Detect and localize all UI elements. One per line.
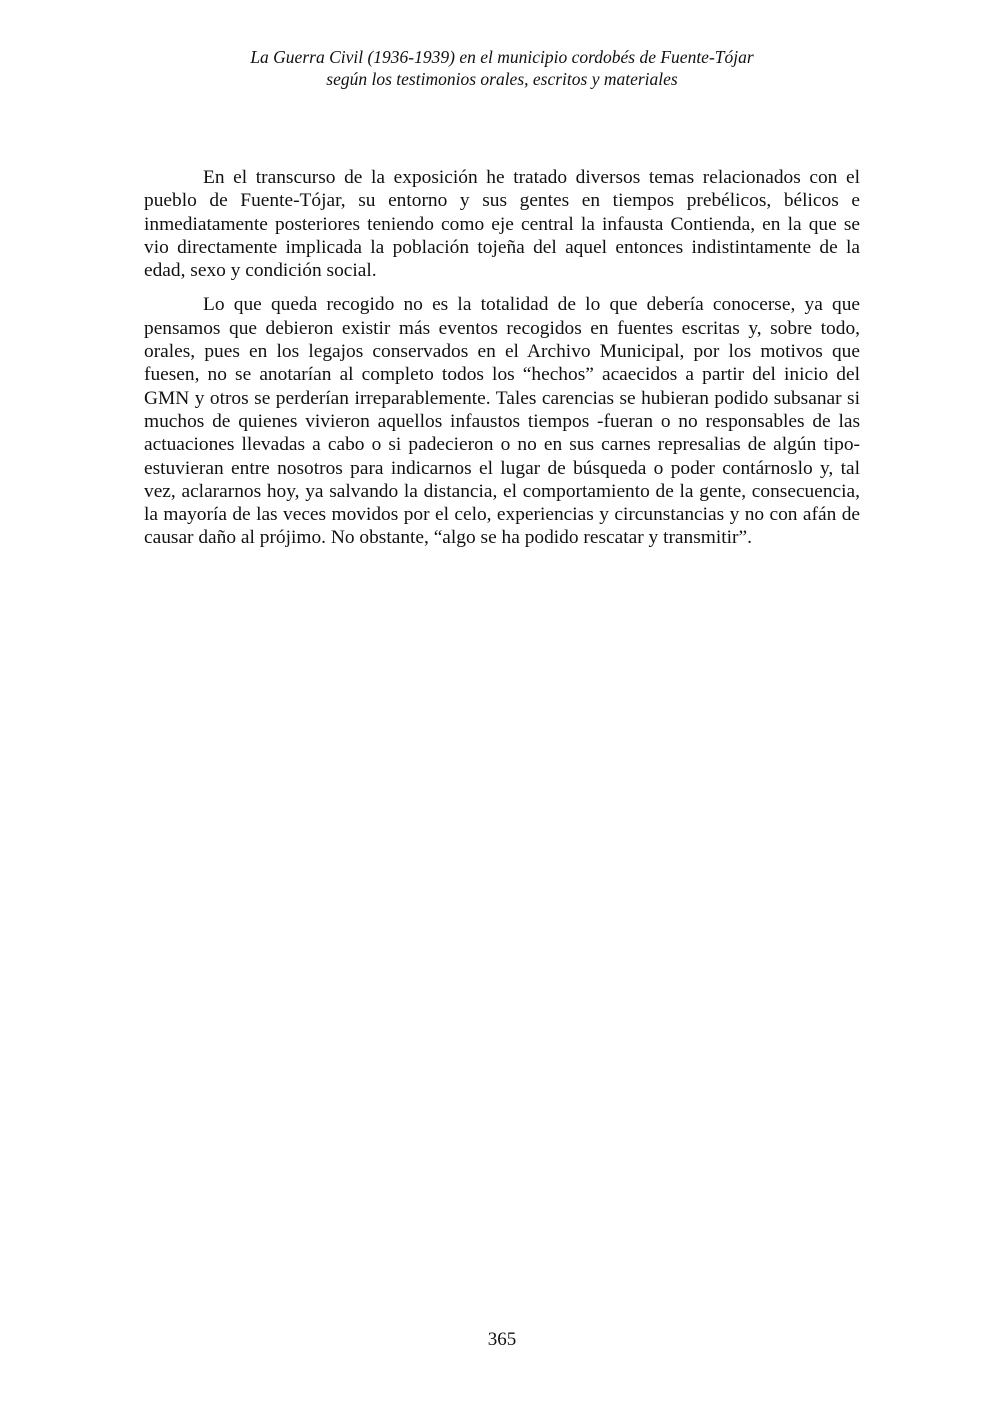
paragraph: En el transcurso de la exposición he tratado diversos temas relacionados con el pueblo de Fuente-Tójar, su entorno y sus gentes en tiempos prebélicos, bélicos e inmediatamente posteriores teniendo como eje central la infausta Contienda, en la que se vio directamente implicada la población tojeña del aquel entonces indistintamente de la edad, sexo y condición social.: [144, 167, 860, 282]
body-text: [144, 166, 860, 561]
running-header-subtitle: según los testimonios orales, escritos y materiales: [326, 69, 678, 89]
paragraph: Lo que queda recogido no es la totalidad de lo que debería conocerse, ya que pensamos que debieron existir más eventos recogidos en fuentes escritas y, sobre todo, orales, pues en los legajos conservados en el Archivo Municipal, por los motivos que fuesen, no se anotarían al completo todos los “hechos” acaecidos a partir del inicio del GMN y otros se perderían irreparablemente. Tales carencias se hubieran podido subsanar si muchos de quienes vivieron aquellos infaustos tiempos -fueran o no responsables de las actuaciones llevadas a cabo o si padecieron o no en sus carnes represalias de algún tipo- estuvieran entre nosotros para indicarnos el lugar de búsqueda o poder contárnoslo y, tal vez, aclararnos hoy, ya salvando la distancia, el comportamiento de la gente, consecuencia, la mayoría de las veces movidos por el celo, experiencias y circunstancias y no con afán de causar daño al prójimo. No obstante, “algo se ha podido rescatar y transmitir”.: [144, 294, 860, 549]
running-header-title: La Guerra Civil (1936-1939) en el municipio cordobés de Fuente-Tójar: [250, 47, 754, 67]
running-header: [0, 46, 1004, 90]
page-number: 365: [487, 1329, 517, 1350]
